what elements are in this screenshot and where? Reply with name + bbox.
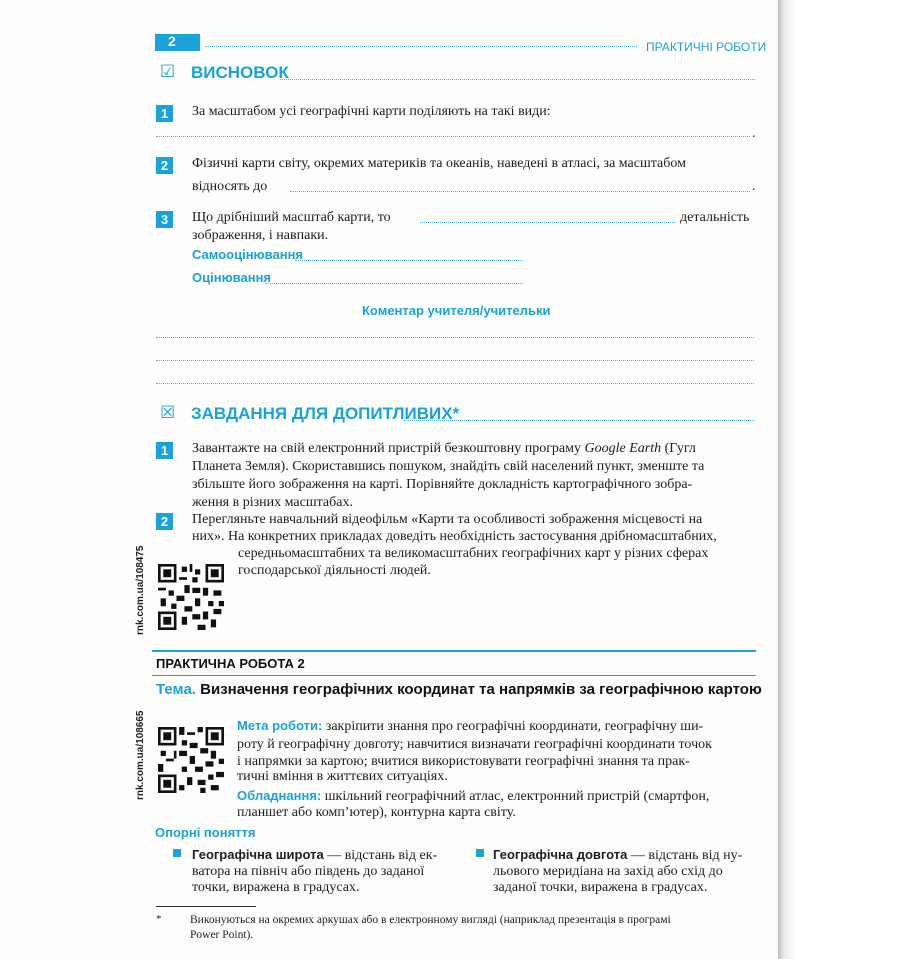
task-1-line: Планета Земля). Скориставшись пошуком, знайдіть свій населений пункт, зменште та (192, 459, 705, 474)
goal-line: і напрямки за картою; вчитися використовувати географічні знання та прак- (237, 754, 690, 769)
conclusion-item-2-text-line2: відносять до (192, 179, 268, 194)
curious-tasks-title: ЗАВДАННЯ ДЛЯ ДОПИТЛИВИХ* (191, 404, 460, 423)
task-1-line: збільште його зображення на карті. Порівняйте докладність картографічного зобра- (192, 477, 693, 492)
qr-url-2: rnk.com.ua/108665 (135, 710, 146, 800)
goal-text: закріпити знання про географічні координати, географічну ши- (325, 719, 704, 734)
comment-line[interactable] (156, 360, 754, 361)
concept-latitude-line: точки, виражена в градусах. (192, 880, 360, 895)
answer-line[interactable] (420, 222, 675, 223)
equipment-text: шкільний географічний атлас, електронний пристрій (смартфон, (324, 789, 710, 804)
footnote-line: Виконуються на окремих аркушах або в електронному вигляді (наприклад презентація в програмі (190, 914, 671, 926)
conclusion-item-3-text-end: детальність (680, 210, 750, 225)
section-divider-thin (152, 675, 756, 676)
concept-latitude-line: ватора на північ або південь до заданої (192, 864, 425, 879)
app-name: Google Earth (584, 441, 662, 456)
qr-code-2[interactable] (158, 727, 224, 793)
footnote-rule (156, 906, 256, 907)
concept-longitude-term: Географічна довгота (493, 847, 628, 862)
goal-line: роту й географічну довготу; навчитися визначати географічні координати точок (237, 737, 712, 752)
app-suffix: (Гугл (664, 441, 696, 456)
concept-longitude-line: заданої точки, виражена в градусах. (493, 880, 708, 895)
comment-line[interactable] (156, 337, 754, 338)
topic (156, 681, 762, 698)
task-1-line: ження в різних масштабах. (192, 495, 353, 510)
task-2-line: середньомасштабних та великомасштабних географічних карт у різних сферах (238, 546, 709, 561)
assessment-line[interactable] (265, 283, 523, 284)
section-divider (152, 650, 756, 652)
task-2-line: Перегляньте навчальний відеофільм «Карти та особливості зображення місцевості на (192, 512, 703, 527)
page-number: 2 (168, 33, 176, 49)
bullet-icon (476, 849, 484, 857)
period: . (752, 179, 756, 194)
self-assessment-label: Самооцінювання (192, 247, 304, 262)
page-number-box (155, 34, 200, 51)
goal-line-1 (237, 716, 703, 737)
header-dotted-line (205, 46, 637, 47)
concept-longitude-line: — відстань від ну- (630, 848, 743, 863)
answer-line[interactable] (290, 191, 750, 192)
footnote-line: Power Point). (190, 929, 254, 941)
task-1-number: 1 (156, 442, 173, 459)
bullet-icon (173, 849, 181, 857)
topic-label: Тема. (156, 681, 196, 698)
practical-work-title: ПРАКТИЧНА РОБОТА 2 (156, 656, 305, 671)
qr-url-1: rnk.com.ua/108475 (135, 545, 146, 635)
concept-latitude-line: — відстань від ек- (327, 848, 438, 863)
curious-title-line (403, 420, 755, 421)
task-1-text (192, 439, 762, 513)
equipment-label: Обладнання: (237, 788, 322, 803)
qr-code-1[interactable] (158, 564, 224, 630)
conclusion-item-1-text: За масштабом усі географічні карти поділяють на такі види: (192, 104, 551, 119)
comment-line[interactable] (156, 383, 754, 384)
self-assessment-line[interactable] (295, 260, 523, 261)
conclusion-title-line (280, 79, 755, 80)
task-1-line: Завантажте на свій електронний пристрій безкоштовну програму (192, 441, 582, 456)
conclusion-item-3-number: 3 (156, 211, 173, 228)
period: . (752, 126, 756, 141)
task-2-number: 2 (156, 513, 173, 530)
footnote-mark: * (156, 913, 162, 925)
conclusion-item-2-text: Фізичні карти світу, окремих материків та океанів, наведені в атласі, за масштабом (192, 156, 686, 171)
answer-line[interactable] (156, 136, 750, 137)
concepts-title: Опорні поняття (155, 825, 256, 840)
assessment-label: Оцінювання (192, 270, 272, 285)
task-2-line: них». На конкретних прикладах доведіть необхідність застосування дрібномасштабних, (192, 529, 717, 544)
concept-latitude-term: Географічна широта (192, 847, 324, 862)
conclusion-item-3-text: Що дрібніший масштаб карти, то (192, 210, 391, 225)
goal-line: тичні вміння в життєвих ситуаціях. (237, 769, 448, 784)
goal-label: Мета роботи: (237, 718, 323, 733)
teacher-comment-label: Коментар учителя/учительки (362, 303, 551, 318)
topic-text: Визначення географічних координат та напрямків за географічною картою (200, 681, 762, 698)
equipment-line: планшет або комп’ютер), контурна карта світу. (237, 805, 516, 820)
task-2-line: господарської діяльності людей. (238, 563, 431, 578)
concept-longitude-line: льового меридіана на захід або схід до (493, 864, 723, 879)
checkbox-icon: ☑ (160, 62, 176, 82)
conclusion-title: ВИСНОВОК (191, 63, 289, 82)
section-title: ПРАКТИЧНІ РОБОТИ (646, 40, 767, 54)
page-edge (778, 0, 900, 959)
conclusion-item-1-number: 1 (156, 105, 173, 122)
conclusion-item-3-text-line2: зображення, і навпаки. (192, 228, 329, 243)
crossed-box-icon: ☒ (160, 403, 176, 423)
conclusion-item-2-number: 2 (156, 157, 173, 174)
